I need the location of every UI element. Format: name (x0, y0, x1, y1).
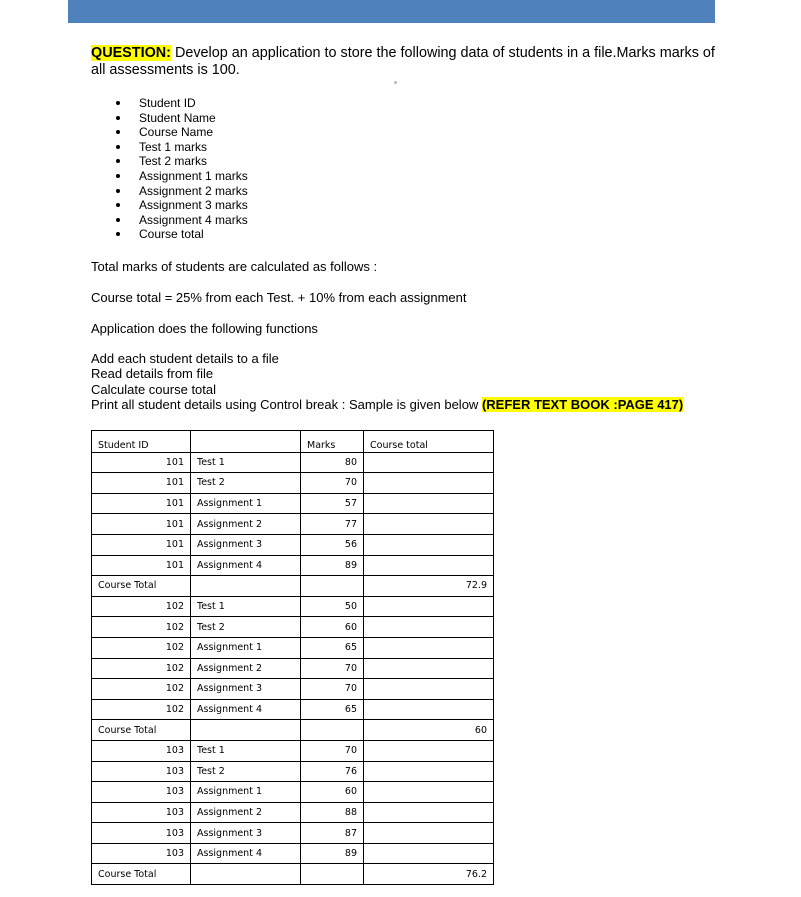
student-id-cell: 103 (92, 740, 191, 761)
course-total-value: 76.2 (364, 864, 494, 885)
course-total-cell (364, 740, 494, 761)
course-total-value: 60 (364, 720, 494, 741)
assessment-cell: Test 2 (191, 761, 301, 782)
marks-cell: 56 (301, 534, 364, 555)
marks-table-body (92, 431, 494, 885)
assessment-cell: Assignment 2 (191, 514, 301, 535)
function-add: Add each student details to a file (91, 351, 279, 366)
field-item: Course total (115, 227, 248, 242)
table-row (92, 679, 494, 700)
assessment-cell: Test 2 (191, 473, 301, 494)
marks-cell: 60 (301, 617, 364, 638)
marks-cell: 77 (301, 514, 364, 535)
header-assessment (191, 431, 301, 453)
student-id-cell: 103 (92, 802, 191, 823)
course-total-cell (364, 699, 494, 720)
function-print-text: Print all student details using Control break : Sample is given below (91, 397, 482, 412)
assessment-cell: Test 1 (191, 740, 301, 761)
field-item: Test 2 marks (115, 154, 248, 169)
course-total-cell (364, 637, 494, 658)
student-id-cell: 103 (92, 843, 191, 864)
table-row (92, 637, 494, 658)
course-total-cell (364, 534, 494, 555)
empty-cell (191, 576, 301, 597)
field-item: Assignment 1 marks (115, 169, 248, 184)
marks-table (91, 430, 494, 885)
function-read: Read details from file (91, 366, 214, 381)
empty-cell (301, 864, 364, 885)
assessment-cell: Assignment 1 (191, 493, 301, 514)
field-item: Course Name (115, 125, 248, 140)
course-total-cell (364, 823, 494, 844)
marks-cell: 65 (301, 699, 364, 720)
course-total-row (92, 720, 494, 741)
course-total-cell (364, 802, 494, 823)
student-id-cell: 101 (92, 514, 191, 535)
marks-cell: 65 (301, 637, 364, 658)
course-total-value: 72.9 (364, 576, 494, 597)
student-id-cell: 101 (92, 452, 191, 473)
table-row (92, 740, 494, 761)
marks-cell: 70 (301, 658, 364, 679)
course-total-cell (364, 514, 494, 535)
field-item: Test 1 marks (115, 140, 248, 155)
stray-dot (394, 81, 397, 84)
course-total-cell (364, 473, 494, 494)
empty-cell (191, 864, 301, 885)
assessment-cell: Assignment 3 (191, 534, 301, 555)
table-row (92, 514, 494, 535)
marks-cell: 88 (301, 802, 364, 823)
table-row (92, 473, 494, 494)
assessment-cell: Assignment 4 (191, 699, 301, 720)
question-body: Develop an application to store the following data of students in a file.Marks marks of all assessments is 100. (91, 45, 715, 78)
formula: Course total = 25% from each Test. + 10% from each assignment (91, 290, 467, 305)
course-total-cell (364, 493, 494, 514)
function-print (91, 397, 683, 413)
marks-cell: 80 (301, 452, 364, 473)
student-id-cell: 101 (92, 534, 191, 555)
course-total-row (92, 576, 494, 597)
assessment-cell: Assignment 3 (191, 679, 301, 700)
assessment-cell: Assignment 2 (191, 802, 301, 823)
course-total-label: Course Total (92, 720, 191, 741)
table-row (92, 596, 494, 617)
field-item: Assignment 3 marks (115, 198, 248, 213)
student-id-cell: 102 (92, 699, 191, 720)
student-id-cell: 103 (92, 823, 191, 844)
table-row (92, 761, 494, 782)
assessment-cell: Assignment 2 (191, 658, 301, 679)
course-total-cell (364, 452, 494, 473)
empty-cell (301, 720, 364, 741)
assessment-cell: Test 1 (191, 452, 301, 473)
textbook-reference: (REFER TEXT BOOK :PAGE 417) (481, 397, 684, 412)
table-row (92, 452, 494, 473)
student-id-cell: 102 (92, 679, 191, 700)
assessment-cell: Test 2 (191, 617, 301, 638)
table-row (92, 534, 494, 555)
field-item: Student ID (115, 96, 248, 111)
field-list (115, 96, 248, 242)
course-total-row (92, 864, 494, 885)
course-total-cell (364, 761, 494, 782)
assessment-cell: Assignment 1 (191, 637, 301, 658)
marks-cell: 70 (301, 679, 364, 700)
course-total-cell (364, 555, 494, 576)
marks-cell: 70 (301, 473, 364, 494)
table-row (92, 555, 494, 576)
assessment-cell: Assignment 4 (191, 555, 301, 576)
empty-cell (191, 720, 301, 741)
table-row (92, 617, 494, 638)
course-total-cell (364, 843, 494, 864)
table-row (92, 782, 494, 803)
marks-cell: 70 (301, 740, 364, 761)
header-course-total: Course total (364, 431, 494, 453)
student-id-cell: 102 (92, 617, 191, 638)
assessment-cell: Assignment 1 (191, 782, 301, 803)
student-id-cell: 101 (92, 493, 191, 514)
student-id-cell: 102 (92, 596, 191, 617)
table-row (92, 802, 494, 823)
marks-cell: 89 (301, 555, 364, 576)
table-header-row (92, 431, 494, 453)
student-id-cell: 102 (92, 658, 191, 679)
field-item: Assignment 2 marks (115, 184, 248, 199)
course-total-cell (364, 617, 494, 638)
table-row (92, 658, 494, 679)
table-row (92, 493, 494, 514)
course-total-cell (364, 679, 494, 700)
student-id-cell: 101 (92, 473, 191, 494)
question-text (91, 45, 721, 79)
marks-cell: 87 (301, 823, 364, 844)
header-student-id: Student ID (92, 431, 191, 453)
course-total-label: Course Total (92, 576, 191, 597)
table-row (92, 843, 494, 864)
field-item: Assignment 4 marks (115, 213, 248, 228)
marks-cell: 57 (301, 493, 364, 514)
student-id-cell: 102 (92, 637, 191, 658)
empty-cell (301, 576, 364, 597)
function-calc: Calculate course total (91, 381, 217, 397)
assessment-cell: Test 1 (191, 596, 301, 617)
marks-table-wrapper (91, 430, 494, 885)
assessment-cell: Assignment 4 (191, 843, 301, 864)
course-total-label: Course Total (92, 864, 191, 885)
course-total-cell (364, 782, 494, 803)
student-id-cell: 101 (92, 555, 191, 576)
question-label: QUESTION: (91, 45, 171, 61)
marks-cell: 76 (301, 761, 364, 782)
student-id-cell: 103 (92, 782, 191, 803)
student-id-cell: 103 (92, 761, 191, 782)
field-item: Student Name (115, 111, 248, 126)
header-bar (68, 0, 715, 23)
marks-cell: 60 (301, 782, 364, 803)
table-row (92, 699, 494, 720)
header-marks: Marks (301, 431, 364, 453)
marks-cell: 89 (301, 843, 364, 864)
functions-intro: Application does the following functions (91, 321, 318, 336)
course-total-cell (364, 596, 494, 617)
assessment-cell: Assignment 3 (191, 823, 301, 844)
total-intro: Total marks of students are calculated as follows : (91, 259, 378, 274)
course-total-cell (364, 658, 494, 679)
marks-cell: 50 (301, 596, 364, 617)
table-row (92, 823, 494, 844)
